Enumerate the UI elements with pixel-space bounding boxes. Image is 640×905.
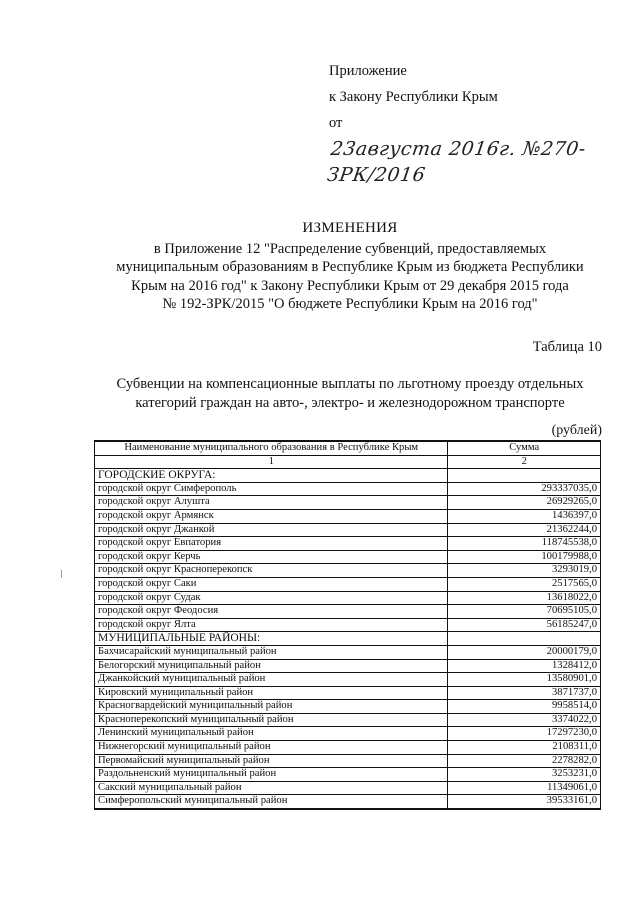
amount-cell bbox=[448, 469, 601, 483]
appendix-date-prefix: от bbox=[329, 115, 343, 131]
appendix-line-1: Приложение bbox=[329, 63, 407, 79]
table-row bbox=[95, 591, 601, 605]
caption-line-1: Субвенции на компенсационные выплаты по льготному проезду отдельных bbox=[116, 376, 584, 392]
amount-cell: 21362244,0 bbox=[448, 523, 601, 537]
appendix-block bbox=[325, 58, 640, 190]
amount-cell: 2517565,0 bbox=[448, 577, 601, 591]
table-row bbox=[95, 686, 601, 700]
municipality-name: городской округ Саки bbox=[95, 577, 448, 591]
table-row bbox=[95, 713, 601, 727]
section-row bbox=[95, 632, 601, 646]
municipality-name: городской округ Судак bbox=[95, 591, 448, 605]
amount-cell: 26929265,0 bbox=[448, 496, 601, 510]
heading-title: ИЗМЕНЕНИЯ bbox=[302, 220, 398, 236]
amount-cell: 13618022,0 bbox=[448, 591, 601, 605]
amount-cell: 3374022,0 bbox=[448, 713, 601, 727]
table-row bbox=[95, 768, 601, 782]
header-amount: Сумма bbox=[448, 441, 601, 455]
subventions-table bbox=[94, 440, 601, 810]
amount-cell: 118745538,0 bbox=[448, 537, 601, 551]
municipality-name: городской округ Евпатория bbox=[95, 537, 448, 551]
table-body bbox=[95, 469, 601, 809]
amount-cell: 1328412,0 bbox=[448, 659, 601, 673]
table-row bbox=[95, 741, 601, 755]
table-row bbox=[95, 564, 601, 578]
municipality-name: городской округ Керчь bbox=[95, 550, 448, 564]
section-row bbox=[95, 469, 601, 483]
column-number-2: 2 bbox=[448, 455, 601, 469]
scan-mark bbox=[61, 570, 62, 578]
municipality-name: Красноперекопский муниципальный район bbox=[95, 713, 448, 727]
municipality-name: Первомайский муниципальный район bbox=[95, 754, 448, 768]
amount-cell: 56185247,0 bbox=[448, 618, 601, 632]
amount-cell: 2108311,0 bbox=[448, 741, 601, 755]
municipality-name: Красногвардейский муниципальный район bbox=[95, 700, 448, 714]
table-row bbox=[95, 700, 601, 714]
amount-cell: 39533161,0 bbox=[448, 795, 601, 809]
amount-cell: 20000179,0 bbox=[448, 645, 601, 659]
section-title: ГОРОДСКИЕ ОКРУГА: bbox=[95, 469, 448, 483]
amount-cell: 17297230,0 bbox=[448, 727, 601, 741]
table-header-row bbox=[95, 441, 601, 455]
column-number-1: 1 bbox=[95, 455, 448, 469]
heading-line-4: № 192-ЗРК/2015 "О бюджете Республики Крым на 2016 год" bbox=[162, 296, 538, 312]
municipality-name: Кировский муниципальный район bbox=[95, 686, 448, 700]
amount-cell: 1436397,0 bbox=[448, 509, 601, 523]
appendix-line-2: к Закону Республики Крым bbox=[329, 89, 498, 105]
document-heading bbox=[70, 219, 630, 314]
table-row bbox=[95, 727, 601, 741]
header-name: Наименование муниципального образования в Республике Крым bbox=[95, 441, 448, 455]
table-row bbox=[95, 618, 601, 632]
amount-cell: 13580901,0 bbox=[448, 673, 601, 687]
handwritten-date-number: 23августа 2016г. №270-ЗРК/2016 bbox=[325, 138, 588, 186]
amount-cell: 2278282,0 bbox=[448, 754, 601, 768]
table-row bbox=[95, 754, 601, 768]
municipality-name: городской округ Феодосия bbox=[95, 605, 448, 619]
table-row bbox=[95, 537, 601, 551]
table-row bbox=[95, 482, 601, 496]
municipality-name: городской округ Ялта bbox=[95, 618, 448, 632]
municipality-name: Белогорский муниципальный район bbox=[95, 659, 448, 673]
municipality-name: городской округ Красноперекопск bbox=[95, 564, 448, 578]
heading-line-3: Крым на 2016 год" к Закону Республики Крым от 29 декабря 2015 года bbox=[131, 277, 569, 294]
table-row bbox=[95, 523, 601, 537]
table-row bbox=[95, 673, 601, 687]
table-row bbox=[95, 605, 601, 619]
table-row bbox=[95, 645, 601, 659]
table-row bbox=[95, 659, 601, 673]
appendix-line-3 bbox=[325, 110, 640, 190]
amount-cell: 3871737,0 bbox=[448, 686, 601, 700]
amount-cell bbox=[448, 632, 601, 646]
amount-cell: 293337035,0 bbox=[448, 482, 601, 496]
municipality-name: городской округ Симферополь bbox=[95, 482, 448, 496]
municipality-name: городской округ Армянск bbox=[95, 509, 448, 523]
municipality-name: городской округ Джанкой bbox=[95, 523, 448, 537]
municipality-name: Раздольненский муниципальный район bbox=[95, 768, 448, 782]
amount-cell: 3293019,0 bbox=[448, 564, 601, 578]
municipality-name: Джанкойский муниципальный район bbox=[95, 673, 448, 687]
municipality-name: Симферопольский муниципальный район bbox=[95, 795, 448, 809]
caption-line-2: категорий граждан на авто-, электро- и железнодорожном транспорте bbox=[135, 394, 565, 411]
table-caption bbox=[90, 375, 610, 412]
amount-cell: 11349061,0 bbox=[448, 781, 601, 795]
table-row bbox=[95, 509, 601, 523]
table-row bbox=[95, 496, 601, 510]
column-number-row bbox=[95, 455, 601, 469]
table-row bbox=[95, 550, 601, 564]
municipality-name: Нижнегорский муниципальный район bbox=[95, 741, 448, 755]
table-row bbox=[95, 577, 601, 591]
section-title: МУНИЦИПАЛЬНЫЕ РАЙОНЫ: bbox=[95, 632, 448, 646]
amount-cell: 100179988,0 bbox=[448, 550, 601, 564]
table-number: Таблица 10 bbox=[532, 339, 602, 355]
table-row bbox=[95, 781, 601, 795]
table-row bbox=[95, 795, 601, 809]
amount-cell: 9958514,0 bbox=[448, 700, 601, 714]
amount-cell: 3253231,0 bbox=[448, 768, 601, 782]
municipality-name: Сакский муниципальный район bbox=[95, 781, 448, 795]
municipality-name: Ленинский муниципальный район bbox=[95, 727, 448, 741]
heading-line-2: муниципальным образованиям в Республике Крым из бюджета Республики bbox=[116, 259, 584, 275]
municipality-name: городской округ Алушта bbox=[95, 496, 448, 510]
unit-label: (рублей) bbox=[551, 423, 602, 438]
municipality-name: Бахчисарайский муниципальный район bbox=[95, 645, 448, 659]
amount-cell: 70695105,0 bbox=[448, 605, 601, 619]
heading-line-1: в Приложение 12 "Распределение субвенций, предоставляемых bbox=[153, 240, 547, 257]
